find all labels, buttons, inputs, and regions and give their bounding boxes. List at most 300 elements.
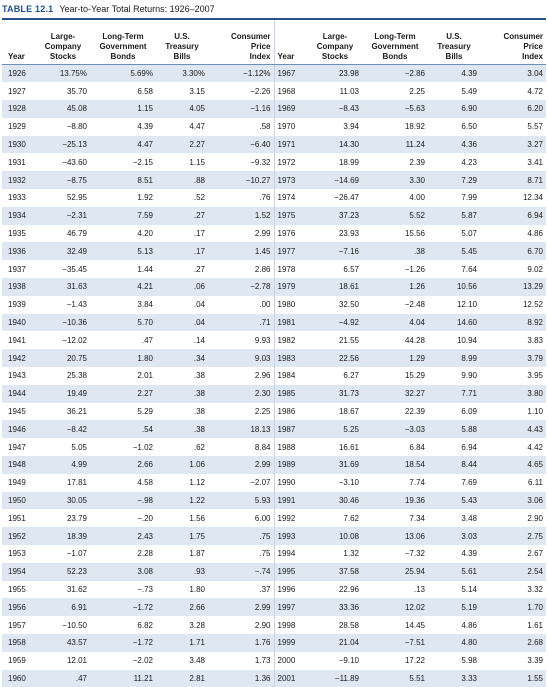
cell-stocks: −26.47	[308, 189, 362, 207]
cell-cpi: −.74	[208, 563, 274, 581]
cell-cpi: 1.76	[208, 634, 274, 652]
cell-stocks: 1.32	[308, 545, 362, 563]
cell-bills: 5.14	[428, 581, 480, 599]
cell-cpi: 1.10	[480, 403, 546, 421]
cell-bills: 6.09	[428, 403, 480, 421]
cell-bills: 7.64	[428, 260, 480, 278]
table-row	[2, 100, 546, 118]
cell-bills: 1.15	[156, 153, 208, 171]
cell-stocks: 36.21	[36, 403, 90, 421]
cell-bonds: −2.02	[90, 652, 156, 670]
table-row	[2, 349, 546, 367]
cell-stocks: −7.16	[308, 242, 362, 260]
cell-bills: 4.36	[428, 136, 480, 154]
cell-bonds: 7.59	[90, 207, 156, 225]
cell-cpi: 13.29	[480, 278, 546, 296]
cell-bonds: −.98	[90, 492, 156, 510]
cell-bonds: 22.39	[362, 403, 428, 421]
cell-year: 1949	[2, 474, 36, 492]
cell-bills: 9.90	[428, 367, 480, 385]
cell-cpi: .00	[208, 296, 274, 314]
cell-year: 1926	[2, 65, 36, 83]
cell-stocks: 25.38	[36, 367, 90, 385]
cell-cpi: 5.57	[480, 118, 546, 136]
cell-year: 1989	[274, 456, 308, 474]
cell-bonds: .13	[362, 581, 428, 599]
cell-stocks: −4.92	[308, 314, 362, 332]
cell-bonds: −3.03	[362, 420, 428, 438]
cell-year: 1972	[274, 153, 308, 171]
cell-bills: .06	[156, 278, 208, 296]
cell-stocks: 17.81	[36, 474, 90, 492]
cell-bills: .17	[156, 225, 208, 243]
cell-bills: 4.39	[428, 65, 480, 83]
cell-cpi: 3.32	[480, 581, 546, 599]
cell-cpi: 6.20	[480, 100, 546, 118]
cell-stocks: 30.46	[308, 492, 362, 510]
cell-stocks: 31.62	[36, 581, 90, 599]
cell-stocks: 19.49	[36, 385, 90, 403]
cell-bonds: 14.45	[362, 616, 428, 634]
cell-cpi: 2.86	[208, 260, 274, 278]
cell-stocks: 6.57	[308, 260, 362, 278]
cell-stocks: 43.57	[36, 634, 90, 652]
table-row	[2, 367, 546, 385]
cell-cpi: 9.03	[208, 349, 274, 367]
table-row	[2, 438, 546, 456]
cell-bonds: 4.58	[90, 474, 156, 492]
cell-bills: .38	[156, 385, 208, 403]
cell-stocks: .47	[36, 670, 90, 687]
cell-stocks: −1.07	[36, 545, 90, 563]
header-stocks: Large- Company Stocks	[308, 20, 362, 65]
cell-bonds: 15.56	[362, 225, 428, 243]
cell-year: 1947	[2, 438, 36, 456]
cell-cpi: 2.96	[208, 367, 274, 385]
cell-stocks: 30.05	[36, 492, 90, 510]
cell-bills: 5.19	[428, 598, 480, 616]
cell-cpi: −2.07	[208, 474, 274, 492]
cell-cpi: 1.36	[208, 670, 274, 687]
cell-stocks: −25.13	[36, 136, 90, 154]
cell-bills: 3.30%	[156, 65, 208, 83]
cell-stocks: −1.43	[36, 296, 90, 314]
cell-bills: 3.03	[428, 527, 480, 545]
cell-bills: 10.56	[428, 278, 480, 296]
cell-cpi: −1.16	[208, 100, 274, 118]
cell-cpi: −1.12%	[208, 65, 274, 83]
cell-cpi: 2.30	[208, 385, 274, 403]
cell-bonds: −1.02	[90, 438, 156, 456]
cell-bonds: 1.29	[362, 349, 428, 367]
cell-bills: 1.06	[156, 456, 208, 474]
cell-bills: .38	[156, 420, 208, 438]
cell-cpi: 3.39	[480, 652, 546, 670]
cell-bills: 4.23	[428, 153, 480, 171]
cell-cpi: 3.79	[480, 349, 546, 367]
cell-stocks: 12.01	[36, 652, 90, 670]
cell-bonds: 18.54	[362, 456, 428, 474]
cell-stocks: 22.56	[308, 349, 362, 367]
cell-bills: 1.71	[156, 634, 208, 652]
cell-stocks: 46.79	[36, 225, 90, 243]
cell-bills: .62	[156, 438, 208, 456]
cell-bonds: 4.04	[362, 314, 428, 332]
table-row	[2, 652, 546, 670]
cell-year: 1978	[274, 260, 308, 278]
cell-year: 1998	[274, 616, 308, 634]
cell-year: 1974	[274, 189, 308, 207]
cell-stocks: 28.58	[308, 616, 362, 634]
cell-year: 1999	[274, 634, 308, 652]
cell-bonds: 5.13	[90, 242, 156, 260]
cell-cpi: 8.71	[480, 171, 546, 189]
cell-stocks: −2.31	[36, 207, 90, 225]
header-bills: U.S. Treasury Bills	[156, 20, 208, 65]
cell-bills: 14.60	[428, 314, 480, 332]
cell-bills: 6.90	[428, 100, 480, 118]
cell-cpi: 12.34	[480, 189, 546, 207]
cell-bills: 4.39	[428, 545, 480, 563]
table-title: Year-to-Year Total Returns: 1926–2007	[59, 4, 214, 14]
cell-bonds: 1.92	[90, 189, 156, 207]
cell-bonds: 11.21	[90, 670, 156, 687]
cell-cpi: 2.90	[480, 509, 546, 527]
cell-bonds: 12.02	[362, 598, 428, 616]
cell-bills: 6.50	[428, 118, 480, 136]
cell-cpi: 6.94	[480, 207, 546, 225]
cell-stocks: −8.43	[308, 100, 362, 118]
cell-cpi: 2.75	[480, 527, 546, 545]
cell-cpi: 6.00	[208, 509, 274, 527]
cell-stocks: 32.49	[36, 242, 90, 260]
cell-bonds: 5.70	[90, 314, 156, 332]
cell-cpi: 3.06	[480, 492, 546, 510]
cell-cpi: 4.42	[480, 438, 546, 456]
cell-year: 1995	[274, 563, 308, 581]
cell-bonds: −7.32	[362, 545, 428, 563]
header-bonds: Long-Term Government Bonds	[90, 20, 156, 65]
cell-stocks: 16.61	[308, 438, 362, 456]
table-row	[2, 225, 546, 243]
cell-stocks: 31.63	[36, 278, 90, 296]
cell-cpi: 6.11	[480, 474, 546, 492]
cell-cpi: 2.90	[208, 616, 274, 634]
cell-stocks: −14.69	[308, 171, 362, 189]
table-row	[2, 492, 546, 510]
cell-cpi: −9.32	[208, 153, 274, 171]
cell-cpi: 6.70	[480, 242, 546, 260]
cell-year: 1975	[274, 207, 308, 225]
table-row	[2, 385, 546, 403]
table-row	[2, 242, 546, 260]
table-row	[2, 616, 546, 634]
cell-bonds: −1.26	[362, 260, 428, 278]
cell-cpi: 1.61	[480, 616, 546, 634]
cell-bonds: 4.00	[362, 189, 428, 207]
cell-year: 1968	[274, 82, 308, 100]
table-row	[2, 278, 546, 296]
cell-cpi: 2.67	[480, 545, 546, 563]
cell-bonds: −1.72	[90, 598, 156, 616]
header-bonds: Long-Term Government Bonds	[362, 20, 428, 65]
table-row	[2, 670, 546, 687]
cell-year: 1967	[274, 65, 308, 83]
cell-stocks: 5.25	[308, 420, 362, 438]
cell-cpi: 3.41	[480, 153, 546, 171]
cell-bills: 8.99	[428, 349, 480, 367]
cell-stocks: 52.23	[36, 563, 90, 581]
cell-bonds: 19.36	[362, 492, 428, 510]
cell-stocks: 18.67	[308, 403, 362, 421]
table-row	[2, 509, 546, 527]
cell-bonds: −.73	[90, 581, 156, 599]
cell-bills: 7.99	[428, 189, 480, 207]
cell-year: 1944	[2, 385, 36, 403]
cell-stocks: 23.79	[36, 509, 90, 527]
table-row	[2, 65, 546, 83]
cell-bonds: 17.22	[362, 652, 428, 670]
cell-bills: .38	[156, 367, 208, 385]
cell-stocks: 14.30	[308, 136, 362, 154]
cell-year: 1987	[274, 420, 308, 438]
cell-year: 1946	[2, 420, 36, 438]
cell-year: 1993	[274, 527, 308, 545]
cell-cpi: 1.70	[480, 598, 546, 616]
cell-year: 2000	[274, 652, 308, 670]
cell-bills: 1.75	[156, 527, 208, 545]
table-row	[2, 171, 546, 189]
cell-stocks: 45.08	[36, 100, 90, 118]
cell-bonds: −2.48	[362, 296, 428, 314]
cell-bonds: 2.01	[90, 367, 156, 385]
cell-year: 1953	[2, 545, 36, 563]
table-row	[2, 260, 546, 278]
cell-bonds: 1.15	[90, 100, 156, 118]
header-cpi: Consumer Price Index	[480, 20, 546, 65]
cell-year: 1992	[274, 509, 308, 527]
cell-year: 1956	[2, 598, 36, 616]
cell-bills: 4.80	[428, 634, 480, 652]
cell-bonds: 7.74	[362, 474, 428, 492]
cell-bills: 10.94	[428, 331, 480, 349]
cell-bonds: −1.72	[90, 634, 156, 652]
cell-bonds: −2.86	[362, 65, 428, 83]
cell-bills: 4.05	[156, 100, 208, 118]
cell-year: 1933	[2, 189, 36, 207]
cell-bonds: 6.58	[90, 82, 156, 100]
cell-year: 1948	[2, 456, 36, 474]
cell-year: 1939	[2, 296, 36, 314]
cell-bonds: 1.26	[362, 278, 428, 296]
cell-bonds: 1.44	[90, 260, 156, 278]
header-year: Year	[2, 20, 36, 65]
cell-cpi: 1.55	[480, 670, 546, 687]
cell-stocks: −8.42	[36, 420, 90, 438]
cell-bills: 2.81	[156, 670, 208, 687]
cell-year: 1951	[2, 509, 36, 527]
cell-bonds: 2.28	[90, 545, 156, 563]
cell-bills: 3.48	[156, 652, 208, 670]
cell-bills: 5.07	[428, 225, 480, 243]
cell-stocks: 31.69	[308, 456, 362, 474]
cell-bills: 5.87	[428, 207, 480, 225]
cell-stocks: 6.91	[36, 598, 90, 616]
cell-bills: .04	[156, 296, 208, 314]
cell-cpi: 3.80	[480, 385, 546, 403]
cell-cpi: 4.65	[480, 456, 546, 474]
cell-year: 1980	[274, 296, 308, 314]
table-row	[2, 456, 546, 474]
cell-bonds: .38	[362, 242, 428, 260]
cell-stocks: −9.10	[308, 652, 362, 670]
cell-bills: .04	[156, 314, 208, 332]
cell-bills: 4.86	[428, 616, 480, 634]
cell-bills: 1.56	[156, 509, 208, 527]
cell-cpi: 3.83	[480, 331, 546, 349]
cell-year: 1973	[274, 171, 308, 189]
cell-bonds: −2.15	[90, 153, 156, 171]
cell-year: 1943	[2, 367, 36, 385]
header-cpi: Consumer Price Index	[208, 20, 274, 65]
cell-cpi: 1.52	[208, 207, 274, 225]
header-bills: U.S. Treasury Bills	[428, 20, 480, 65]
cell-stocks: 23.93	[308, 225, 362, 243]
cell-stocks: −10.50	[36, 616, 90, 634]
cell-bills: 3.28	[156, 616, 208, 634]
table-row	[2, 545, 546, 563]
cell-bonds: −7.51	[362, 634, 428, 652]
cell-year: 1984	[274, 367, 308, 385]
cell-cpi: .71	[208, 314, 274, 332]
cell-year: 1928	[2, 100, 36, 118]
cell-stocks: 32.50	[308, 296, 362, 314]
cell-bills: 1.22	[156, 492, 208, 510]
cell-year: 1983	[274, 349, 308, 367]
cell-stocks: −12.02	[36, 331, 90, 349]
cell-bonds: 25.94	[362, 563, 428, 581]
table-row	[2, 563, 546, 581]
cell-bills: 5.88	[428, 420, 480, 438]
cell-bonds: 3.08	[90, 563, 156, 581]
cell-stocks: −35.45	[36, 260, 90, 278]
cell-bonds: 6.82	[90, 616, 156, 634]
cell-bonds: 6.84	[362, 438, 428, 456]
cell-bonds: 2.27	[90, 385, 156, 403]
cell-bonds: 4.47	[90, 136, 156, 154]
header-year: Year	[274, 20, 308, 65]
cell-bonds: 2.25	[362, 82, 428, 100]
cell-stocks: 23.98	[308, 65, 362, 83]
cell-bonds: 4.20	[90, 225, 156, 243]
cell-year: 1936	[2, 242, 36, 260]
cell-cpi: 18.13	[208, 420, 274, 438]
cell-bills: .34	[156, 349, 208, 367]
cell-stocks: 10.08	[308, 527, 362, 545]
cell-stocks: −43.60	[36, 153, 90, 171]
cell-year: 1938	[2, 278, 36, 296]
cell-stocks: 20.75	[36, 349, 90, 367]
cell-cpi: −2.78	[208, 278, 274, 296]
cell-bonds: 1.80	[90, 349, 156, 367]
cell-stocks: 18.39	[36, 527, 90, 545]
cell-cpi: 2.99	[208, 598, 274, 616]
cell-bills: 1.80	[156, 581, 208, 599]
cell-bills: 8.44	[428, 456, 480, 474]
table-row	[2, 527, 546, 545]
table-body	[2, 65, 546, 687]
cell-bills: .52	[156, 189, 208, 207]
cell-year: 1990	[274, 474, 308, 492]
cell-stocks: 7.62	[308, 509, 362, 527]
cell-year: 1997	[274, 598, 308, 616]
cell-bills: .93	[156, 563, 208, 581]
cell-cpi: .37	[208, 581, 274, 599]
cell-cpi: 2.25	[208, 403, 274, 421]
cell-bonds: 44.28	[362, 331, 428, 349]
cell-year: 1977	[274, 242, 308, 260]
cell-stocks: −11.89	[308, 670, 362, 687]
cell-bonds: 4.39	[90, 118, 156, 136]
cell-stocks: 22.96	[308, 581, 362, 599]
header-stocks: Large- Company Stocks	[36, 20, 90, 65]
cell-year: 1960	[2, 670, 36, 687]
cell-year: 1976	[274, 225, 308, 243]
cell-year: 1927	[2, 82, 36, 100]
cell-stocks: 5.05	[36, 438, 90, 456]
table-row	[2, 314, 546, 332]
table-row	[2, 118, 546, 136]
cell-bonds: 8.51	[90, 171, 156, 189]
cell-bonds: 5.51	[362, 670, 428, 687]
cell-stocks: 37.58	[308, 563, 362, 581]
table-row	[2, 189, 546, 207]
cell-stocks: 3.94	[308, 118, 362, 136]
cell-cpi: 2.68	[480, 634, 546, 652]
cell-stocks: 11.03	[308, 82, 362, 100]
cell-cpi: 4.43	[480, 420, 546, 438]
cell-bills: .38	[156, 403, 208, 421]
cell-bonds: 11.24	[362, 136, 428, 154]
cell-bills: 5.98	[428, 652, 480, 670]
cell-bonds: 5.52	[362, 207, 428, 225]
cell-bills: .14	[156, 331, 208, 349]
cell-year: 1945	[2, 403, 36, 421]
cell-bills: 1.87	[156, 545, 208, 563]
cell-bills: 6.94	[428, 438, 480, 456]
cell-year: 1988	[274, 438, 308, 456]
cell-year: 1929	[2, 118, 36, 136]
cell-bills: .27	[156, 207, 208, 225]
cell-bills: 7.71	[428, 385, 480, 403]
cell-bonds: .54	[90, 420, 156, 438]
cell-cpi: 1.45	[208, 242, 274, 260]
cell-stocks: −8.80	[36, 118, 90, 136]
cell-bonds: 32.27	[362, 385, 428, 403]
cell-stocks: −3.10	[308, 474, 362, 492]
cell-bills: 2.27	[156, 136, 208, 154]
table-number: TABLE 12.1	[2, 4, 53, 14]
cell-year: 1952	[2, 527, 36, 545]
cell-year: 1991	[274, 492, 308, 510]
cell-cpi: 3.27	[480, 136, 546, 154]
cell-bonds: 2.39	[362, 153, 428, 171]
cell-year: 1955	[2, 581, 36, 599]
cell-stocks: 21.04	[308, 634, 362, 652]
cell-cpi: .75	[208, 545, 274, 563]
cell-year: 1969	[274, 100, 308, 118]
cell-bills: 5.45	[428, 242, 480, 260]
